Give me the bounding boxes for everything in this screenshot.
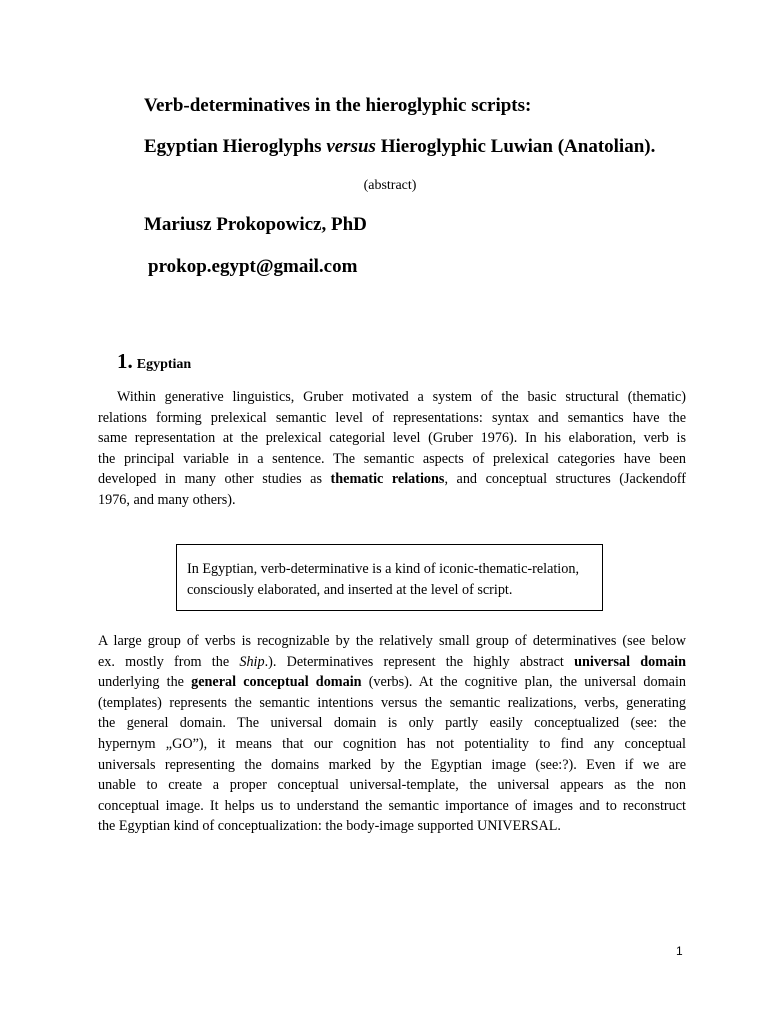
title-line-2 [144,136,655,158]
title-line-2-part1: Egyptian Hieroglyphs [144,136,327,157]
text-run: , and conceptual structures (Jackendoff [444,471,686,488]
text-run: ex. mostly from the [98,653,240,670]
paragraph-2-line: A large group of verbs is recognizable by the relatively small group of determinatives (see below [98,633,686,649]
section-heading [117,348,191,378]
paragraph-1-line: 1976, and many others). [98,491,236,508]
paragraph-2-line: unable to create a proper conceptual universal-template, the universal appears as the non [98,777,686,794]
text-run: underlying the [98,674,192,691]
bold-term-general-conceptual-domain: general conceptual domain [191,674,362,691]
bold-term-universal-domain: universal domain [574,653,686,670]
paragraph-1-line: the principal variable in a sentence. The semantic aspects of prelexical categories have been [98,450,686,467]
paragraph-1 [98,387,686,511]
title-line-1 [144,95,531,117]
highlight-box-line: In Egyptian, verb-determinative is a kind of iconic-thematic-relation, [187,561,579,577]
text-run: developed in many other studies as [98,471,331,488]
page-number: 1 [676,944,683,958]
author-email: prokop.egypt@gmail.com [148,256,358,277]
paragraph-2-line: universals representing the domains marked by the Egyptian image (see:?). Even if we are [98,756,686,773]
paragraph-2-line: (templates) represents the semantic intentions versus the semantic realizations, verbs, generating [98,694,686,711]
paragraph-1-line: same representation at the prelexical categorial level (Gruber 1976). In his elaboration, verb is [98,430,686,447]
title-line-2-part2: Hieroglyphic Luwian (Anatolian). [375,136,656,157]
title-line-2-italic: versus [326,136,376,157]
paragraph-2-line: the general domain. The universal domain is only partly easily conceptualized (see: the [98,715,686,732]
bold-term-thematic-relations: thematic relations [330,471,445,488]
italic-term-ship: Ship [239,653,265,670]
highlight-box-text [187,559,579,600]
paragraph-2-line: hypernym „GO”), it means that our cognition has not potentiality to find any conceptual [98,735,686,752]
paragraph-2-line: the Egyptian kind of conceptualization: the body-image supported UNIVERSAL. [98,818,561,835]
abstract-tag: (abstract) [363,178,417,193]
section-number: 1. [117,349,133,373]
highlight-box [176,544,603,611]
paragraph-1-line [98,469,686,490]
paragraph-2-line [98,652,686,673]
highlight-box-line: consciously elaborated, and inserted at the level of script. [187,581,513,598]
title-line-1-text: Verb-determinatives in the hieroglyphic scripts: [144,95,532,116]
text-run: (verbs). At the cognitive plan, the universal domain [361,674,686,691]
paragraph-2-line [98,672,686,693]
paragraph-1-line: Within generative linguistics, Gruber motivated a system of the basic structural (thematic) [117,389,686,405]
text-run: .). Determinatives represent the highly abstract [264,653,575,670]
paragraph-2-line: conceptual image. It helps us to understand the semantic importance of images and to reconstruct [98,797,686,814]
author-name: Mariusz Prokopowicz, PhD [144,214,367,235]
section-label: Egyptian [136,357,192,372]
paragraph-1-line: relations forming prelexical semantic level of representations: syntax and semantics have the [98,409,686,426]
paragraph-2 [98,631,686,837]
